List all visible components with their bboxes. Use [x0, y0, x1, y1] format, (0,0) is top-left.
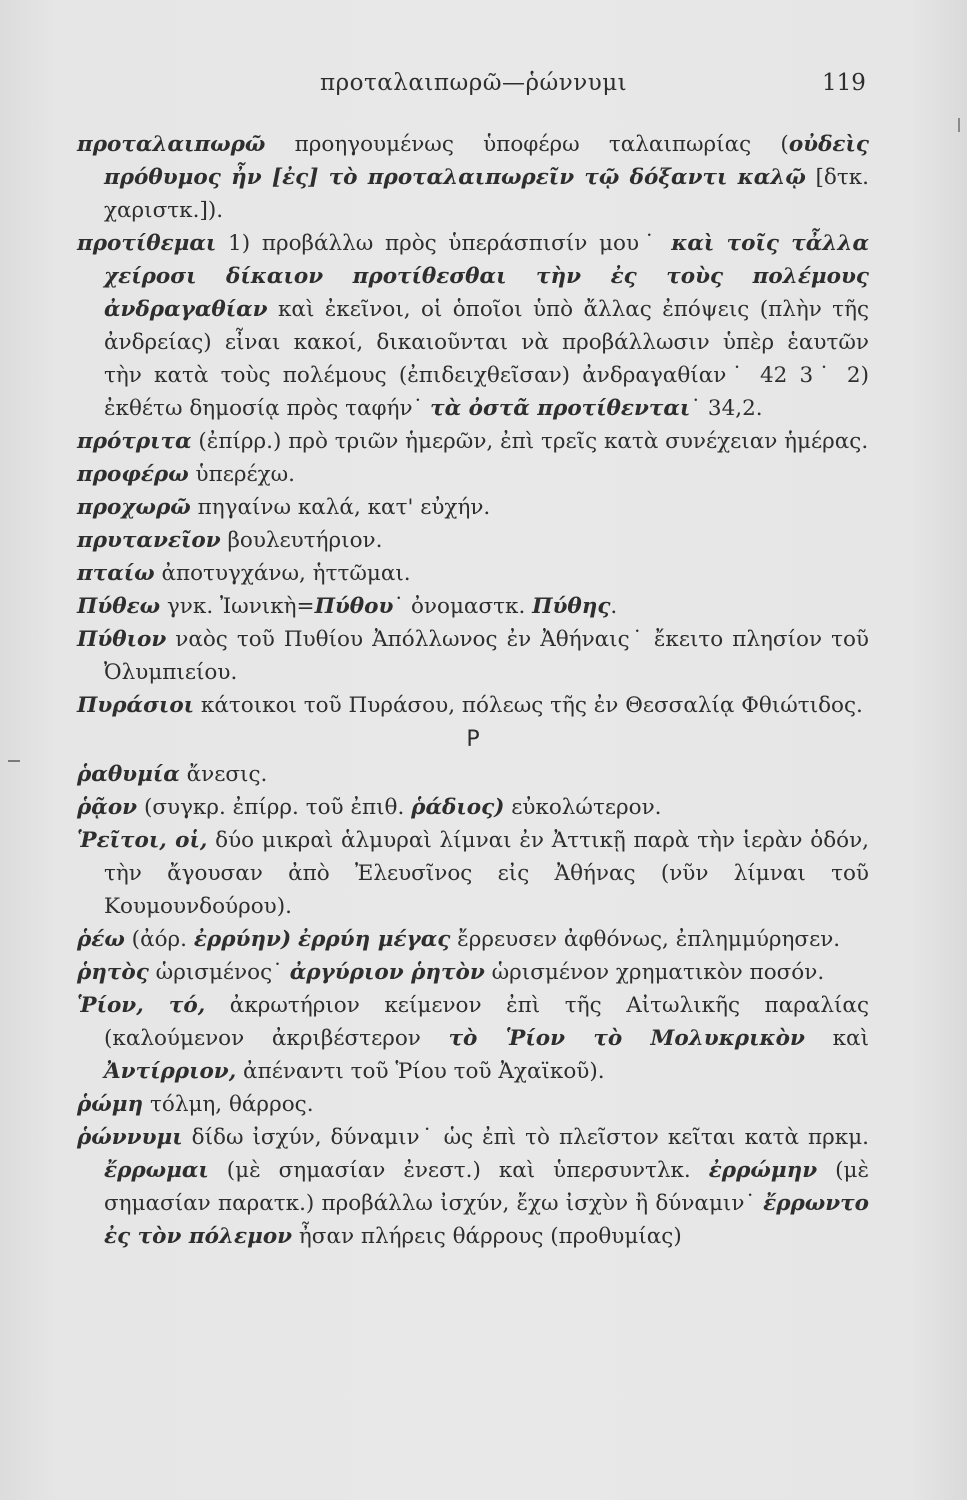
definition: [δτκ. χαριστκ.]).	[104, 165, 869, 223]
entry-protrita	[77, 425, 869, 458]
headword: ῥέω	[77, 927, 125, 952]
running-head-title: προταλαιπωρῶ—ῥώννυμι	[320, 70, 628, 96]
entry-rathymia	[77, 758, 869, 791]
definition: (ἐπίρρ.) πρὸ τριῶν ἡμερῶν, ἐπὶ τρεῖς κατὰ συνέχειαν ἡμέρας.	[191, 429, 869, 454]
headword: Ῥεῖτοι, οἱ,	[77, 828, 208, 853]
quotation: ἔρρωντο ἐς τὸν πόλεμον	[104, 1191, 869, 1249]
entry-rion	[77, 989, 869, 1088]
entry-prytaneion	[77, 524, 869, 557]
entry-protithemai	[77, 227, 869, 425]
running-head	[0, 70, 967, 110]
definition: δίδω ἰσχύν, δύναμιν˙ ὡς ἐπὶ τὸ πλεῖστον κεῖται κατὰ πρκμ.	[182, 1125, 869, 1150]
quotation: ἐρρύην)	[193, 927, 292, 952]
entry-pythion	[77, 623, 869, 689]
entry-prochoro	[77, 491, 869, 524]
definition: (ἀόρ.	[124, 927, 194, 952]
quotation: τὰ ὀστᾶ προτίθενται	[430, 396, 691, 421]
definition: ˙ ὀνομαστκ.	[393, 594, 533, 619]
headword: πρότριτα	[77, 429, 192, 454]
headword: προτίθεμαι	[77, 231, 217, 256]
definition: ἔρρευσεν ἀφθόνως, ἐπλημμύρησεν.	[450, 927, 841, 952]
definition: γνκ. Ἰωνικὴ=	[160, 594, 315, 619]
definition: ἀπέναντι τοῦ Ῥίου τοῦ Ἀχαϊκοῦ).	[236, 1059, 605, 1084]
headword: Πύθεω	[77, 594, 161, 619]
entry-reitoi	[77, 824, 869, 923]
entry-ronnymi	[77, 1121, 869, 1253]
definition: κάτοικοι τοῦ Πυράσου, πόλεως τῆς ἐν Θεσσαλίᾳ Φθιώτιδος.	[194, 693, 863, 718]
headword: Ῥίον, τό,	[77, 993, 206, 1018]
headword: ῥαθυμία	[77, 762, 180, 787]
definition: ὡρισμένον χρηματικὸν ποσόν.	[484, 960, 825, 985]
definition: 1) προβάλλω πρὸς ὑπεράσπισίν μου˙	[216, 231, 672, 256]
definition	[291, 927, 298, 952]
quotation: καὶ τοῖς τἆλλα χείροσι δίκαιον προτίθεσθαι τὴν ἐς τοὺς πολέμους ἀνδραγαθίαν	[104, 231, 869, 322]
definition: ˙ 34,2.	[690, 396, 763, 421]
entry-prophero	[77, 458, 869, 491]
definition: (μὲ σημασίαν παρατκ.) προβάλλω ἰσχύν, ἔχω ἰσχὺν ἢ δύναμιν˙	[104, 1158, 869, 1216]
quotation: ἀργύριον ῥητὸν	[289, 960, 485, 985]
quotation: Πύθης	[532, 594, 611, 619]
quotation: ἐρρώμην	[708, 1158, 818, 1183]
definition: εὐκολώτερον.	[504, 795, 662, 820]
definition: ἀποτυγχάνω, ἡττῶμαι.	[154, 561, 411, 586]
entry-pytheo	[77, 590, 869, 623]
definition: ἄνεσις.	[179, 762, 268, 787]
entry-rome	[77, 1088, 869, 1121]
definition: ὡρισμένος˙	[148, 960, 290, 985]
definition: ἦσαν πλήρεις θάρρους (προθυμίας)	[292, 1224, 682, 1249]
headword: Πύθιον	[77, 627, 167, 652]
definition: ὑπερέχω.	[188, 462, 296, 487]
quotation: ἔρρωμαι	[104, 1158, 209, 1183]
entry-prota-laiporo	[77, 128, 869, 227]
definition: .	[610, 594, 618, 619]
definition: ἀκρωτήριον κείμενον ἐπὶ τῆς Αἰτωλικῆς παραλίας (καλούμενον ἀκριβέστερον	[104, 993, 869, 1051]
quotation: ἐρρύη μέγας	[298, 927, 451, 952]
headword: ῥώννυμι	[77, 1125, 183, 1150]
margin-mark	[958, 118, 960, 132]
margin-mark	[8, 760, 20, 762]
definition: (συγκρ. ἐπίρρ. τοῦ ἐπιθ.	[137, 795, 412, 820]
glossary-body	[77, 128, 869, 1253]
entry-reo	[77, 923, 869, 956]
quotation: τὸ Ῥίον τὸ Μολυκρικὸν	[448, 1026, 805, 1051]
headword: πρυτανεῖον	[77, 528, 221, 553]
definition: (	[751, 132, 789, 157]
headword: Πυράσιοι	[77, 693, 195, 718]
definition: προηγουμένως ὑποφέρω ταλαιπωρίας	[265, 132, 752, 157]
definition: τόλμη, θάρρος.	[143, 1092, 314, 1117]
headword: ῥητὸς	[77, 960, 149, 985]
headword: προχωρῶ	[77, 495, 191, 520]
definition: καὶ ἐκεῖνοι, οἱ ὁποῖοι ὑπὸ ἄλλας ἐπόψεις (πλὴν τῆς ἀνδρείας) εἶναι κακοί, δικαιοῦνται νὰ προβάλλωσιν ὑπὲρ ἑαυτῶν τὴν κατὰ τοὺς πολέμους (ἐπιδειχθεῖσαν) ἀνδραγαθίαν˙ 42 3˙ 2) ἐκθέτω δημοσίᾳ πρὸς ταφήν˙	[104, 297, 869, 421]
entry-ptaio	[77, 557, 869, 590]
page-number: 119	[822, 70, 866, 96]
entry-retos	[77, 956, 869, 989]
quotation: Πύθου	[314, 594, 394, 619]
entry-pyrasioi	[77, 689, 869, 722]
section-letter: Ρ	[466, 727, 480, 752]
headword: πταίω	[77, 561, 155, 586]
definition: (μὲ σημασίαν ἐνεστ.) καὶ ὑπερσυντλκ.	[208, 1158, 709, 1183]
headword: προταλαιπωρῶ	[77, 132, 266, 157]
quotation: οὐδεὶς πρόθυμος ἦν [ἐς] τὸ προταλαιπωρεῖν τῷ δόξαντι καλῷ	[104, 132, 869, 190]
definition: ναὸς τοῦ Πυθίου Ἀπόλλωνος ἐν Ἀθήναις˙ ἔκειτο πλησίον τοῦ Ὀλυμπιείου.	[104, 627, 869, 685]
headword: ῥᾷον	[77, 795, 138, 820]
headword: ῥώμη	[77, 1092, 144, 1117]
definition: πηγαίνω καλά, κατ' εὐχήν.	[190, 495, 491, 520]
quotation: ῥάδιος)	[411, 795, 505, 820]
definition: βουλευτήριον.	[220, 528, 383, 553]
quotation: Ἀντίρριον,	[104, 1059, 237, 1084]
headword: προφέρω	[77, 462, 189, 487]
entry-raon	[77, 791, 869, 824]
definition: καὶ	[804, 1026, 869, 1051]
definition: δύο μικραὶ ἁλμυραὶ λίμναι ἐν Ἀττικῇ παρὰ τὴν ἱερὰν ὁδόν, τὴν ἄγουσαν ἀπὸ Ἐλευσῖνος εἰς Ἀθήνας (νῦν λίμναι τοῦ Κουμουνδούρου).	[104, 828, 869, 919]
